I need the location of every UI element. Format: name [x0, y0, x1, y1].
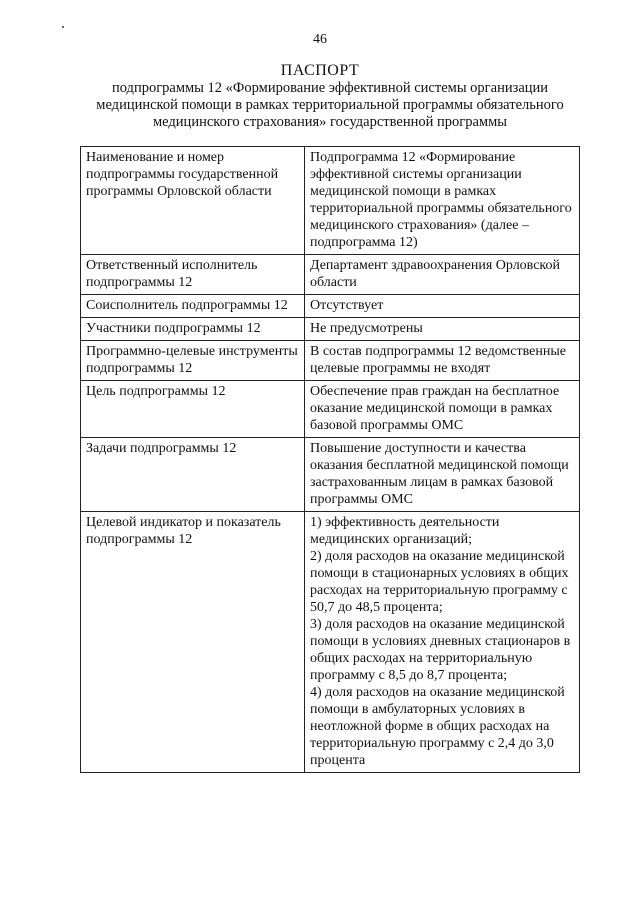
row-label: Наименование и номер подпрограммы государственной программы Орловской области — [81, 147, 305, 255]
row-value-line: 2) доля расходов на оказание медицинской помощи в стационарных условиях в общих расходах на территориальную программу с 50,7 до 48,5 процента; — [310, 549, 569, 615]
row-value-line: В состав подпрограммы 12 ведомственные целевые программы не входят — [310, 344, 566, 376]
row-value-line: Подпрограмма 12 «Формирование эффективной системы организации медицинской помощи в рамках территориальной программы обязательного медицинского страхования» (далее – подпрограмма 12) — [310, 150, 572, 250]
row-value — [305, 438, 580, 512]
document-title: ПАСПОРТ — [280, 62, 360, 79]
scan-speck — [62, 26, 64, 28]
row-value-line: Отсутствует — [310, 298, 384, 313]
row-label: Цель подпрограммы 12 — [81, 381, 305, 438]
subtitle-line: медицинского страхования» государственной программы — [153, 114, 507, 130]
row-label: Участники подпрограммы 12 — [81, 318, 305, 341]
row-value — [305, 255, 580, 295]
row-value — [305, 295, 580, 318]
document-subtitle — [80, 80, 580, 131]
table-row — [81, 512, 580, 773]
row-label: Соисполнитель подпрограммы 12 — [81, 295, 305, 318]
row-value-line: программу с 8,5 до 8,7 процента; — [310, 668, 508, 683]
row-value — [305, 318, 580, 341]
row-value-line: 4) доля расходов на оказание медицинской помощи в амбулаторных условиях в неотложной форме в общих расходах на территориальную программу с 2,4 до 3,0 процента — [310, 685, 565, 768]
page-number: 46 — [313, 32, 327, 47]
row-value-line: Департамент здравоохранения Орловской области — [310, 258, 561, 290]
row-label: Целевой индикатор и показатель подпрограммы 12 — [81, 512, 305, 773]
row-value — [305, 147, 580, 255]
passport-table — [80, 146, 580, 773]
table-row — [81, 381, 580, 438]
table-row — [81, 255, 580, 295]
row-label: Ответственный исполнитель подпрограммы 12 — [81, 255, 305, 295]
row-label: Задачи подпрограммы 12 — [81, 438, 305, 512]
table-row — [81, 318, 580, 341]
table-row — [81, 438, 580, 512]
row-value-line: 1) эффективность деятельности медицинских организаций; — [310, 515, 500, 547]
row-label: Программно-целевые инструменты подпрограммы 12 — [81, 341, 305, 381]
table-row — [81, 147, 580, 255]
subtitle-line: медицинской помощи в рамках территориальной программы обязательного — [96, 97, 564, 113]
row-value — [305, 341, 580, 381]
row-value-line: Обеспечение прав граждан на бесплатное оказание медицинской помощи в рамках базовой программы ОМС — [310, 384, 560, 433]
row-value-line: Не предусмотрены — [310, 321, 423, 336]
row-value-line: 3) доля расходов на оказание медицинской помощи в условиях дневных стационаров в общих расходах на территориальную — [310, 617, 571, 666]
table-row — [81, 295, 580, 318]
row-value — [305, 381, 580, 438]
subtitle-line: подпрограммы 12 «Формирование эффективной системы организации — [111, 80, 549, 96]
table-row — [81, 341, 580, 381]
row-value-line: Повышение доступности и качества оказания бесплатной медицинской помощи застрахованным лицам в рамках базовой программы ОМС — [310, 441, 569, 507]
row-value — [305, 512, 580, 773]
